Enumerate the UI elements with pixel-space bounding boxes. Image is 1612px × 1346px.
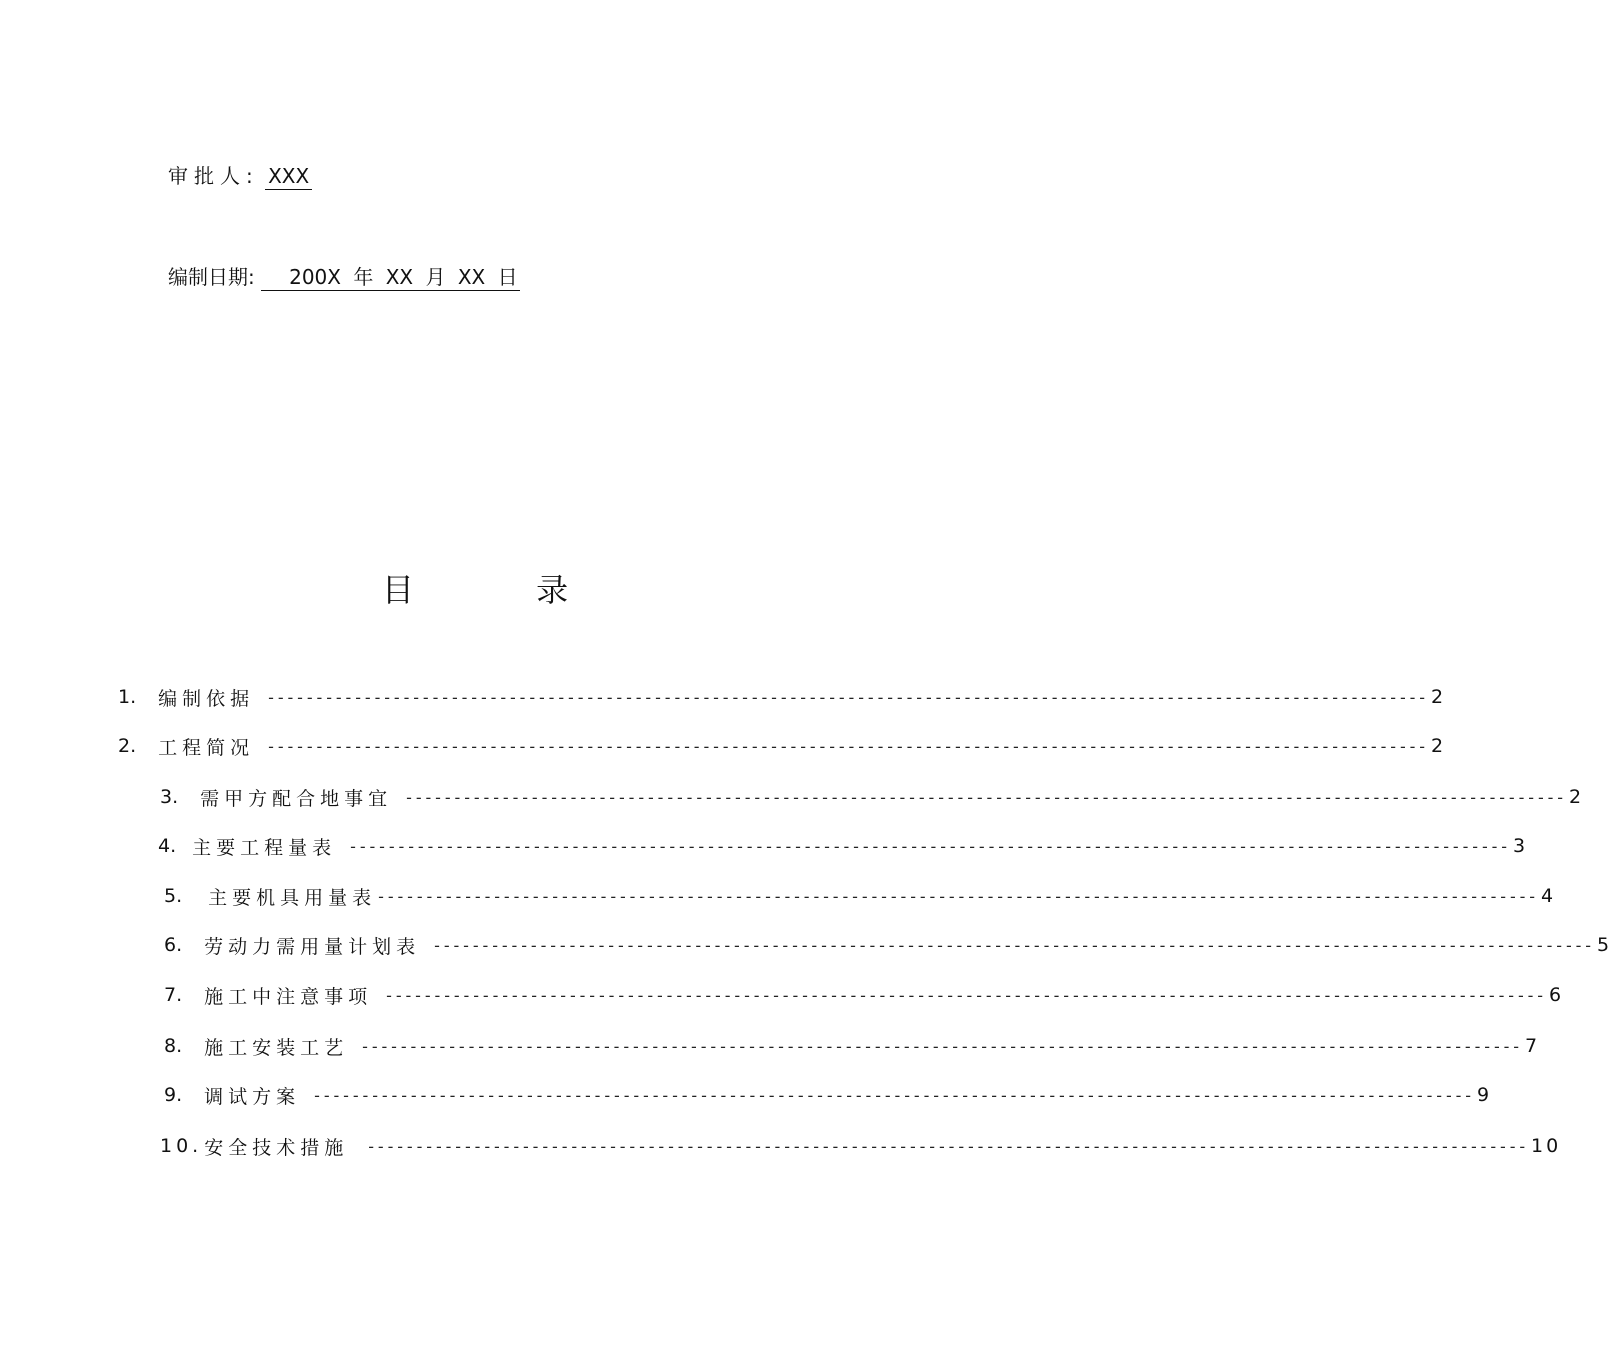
toc-item[interactable]: [164, 932, 1612, 958]
toc-item-page: 6: [1548, 984, 1565, 1006]
toc-leader-dots: ------------------------------------------------------------------------------------------------------------------------: [314, 1085, 1475, 1105]
compile-date-row: [168, 261, 520, 291]
toc-leader-dots: ------------------------------------------------------------------------------------------------------------------------: [406, 787, 1567, 807]
toc-item[interactable]: [118, 733, 1447, 759]
toc-item-number: 9.: [164, 1084, 183, 1106]
toc-item-number: 10.: [160, 1135, 203, 1157]
compile-date-value: 200X 年 XX 月 XX 日: [261, 265, 519, 291]
toc-item-page: 10: [1531, 1135, 1562, 1157]
toc-item[interactable]: [164, 1082, 1493, 1108]
toc-item[interactable]: [164, 982, 1565, 1008]
toc-item-page: 3: [1512, 835, 1529, 857]
toc-item-text: 施工中注意事项: [204, 985, 373, 1008]
toc-item[interactable]: [118, 684, 1447, 710]
toc-item-number: 1.: [118, 686, 137, 708]
toc-item-page: 2: [1568, 786, 1585, 808]
toc-item-text: 主要机具用量表: [208, 886, 377, 909]
toc-item-number: 5.: [164, 885, 183, 907]
toc-item-page: 2: [1430, 686, 1447, 708]
toc-item-text: 主要工程量表: [192, 836, 337, 859]
toc-title: 目 录: [381, 571, 625, 609]
toc-item[interactable]: [158, 833, 1529, 859]
toc-item-number: 4.: [158, 835, 177, 857]
toc-item-number: 3.: [160, 786, 179, 808]
toc-leader-dots: ------------------------------------------------------------------------------------------------------------------------: [268, 736, 1429, 756]
approver-label: 审批人:: [168, 164, 259, 188]
approver-value: XXX: [265, 164, 312, 190]
toc-item-text: 安全技术措施: [204, 1136, 349, 1159]
toc-item-text: 工程简况: [158, 736, 255, 759]
compile-date-label: 编制日期:: [168, 265, 255, 289]
approver-row: [168, 160, 312, 190]
toc-item-page: 9: [1476, 1084, 1493, 1106]
toc-leader-dots: ------------------------------------------------------------------------------------------------------------------------: [268, 687, 1429, 707]
toc-leader-dots: ------------------------------------------------------------------------------------------------------------------------: [350, 836, 1511, 856]
toc-item-text: 编制依据: [158, 687, 255, 710]
toc-item-number: 6.: [164, 934, 183, 956]
toc-item-number: 2.: [118, 735, 137, 757]
toc-item-number: 8.: [164, 1035, 183, 1057]
toc-item-number: 7.: [164, 984, 183, 1006]
toc-item-page: 7: [1524, 1035, 1541, 1057]
toc-leader-dots: ------------------------------------------------------------------------------------------------------------------------: [378, 886, 1539, 906]
toc-item-page: 2: [1430, 735, 1447, 757]
toc-item-text: 劳动力需用量计划表: [204, 935, 421, 958]
toc-item-page: 4: [1540, 885, 1557, 907]
toc-leader-dots: ------------------------------------------------------------------------------------------------------------------------: [386, 985, 1547, 1005]
toc-leader-dots: ------------------------------------------------------------------------------------------------------------------------: [368, 1136, 1530, 1156]
toc-item[interactable]: [160, 784, 1585, 810]
toc-item-text: 需甲方配合地事宜: [200, 787, 393, 810]
toc-item-text: 施工安装工艺: [204, 1036, 349, 1059]
toc-item[interactable]: [160, 1133, 1562, 1159]
toc-leader-dots: ------------------------------------------------------------------------------------------------------------------------: [362, 1036, 1523, 1056]
toc-item[interactable]: [164, 1033, 1541, 1059]
toc-item-page: 5: [1596, 934, 1612, 956]
toc-item[interactable]: [164, 883, 1557, 909]
toc-item-text: 调试方案: [204, 1085, 301, 1108]
toc-leader-dots: ------------------------------------------------------------------------------------------------------------------------: [434, 935, 1595, 955]
